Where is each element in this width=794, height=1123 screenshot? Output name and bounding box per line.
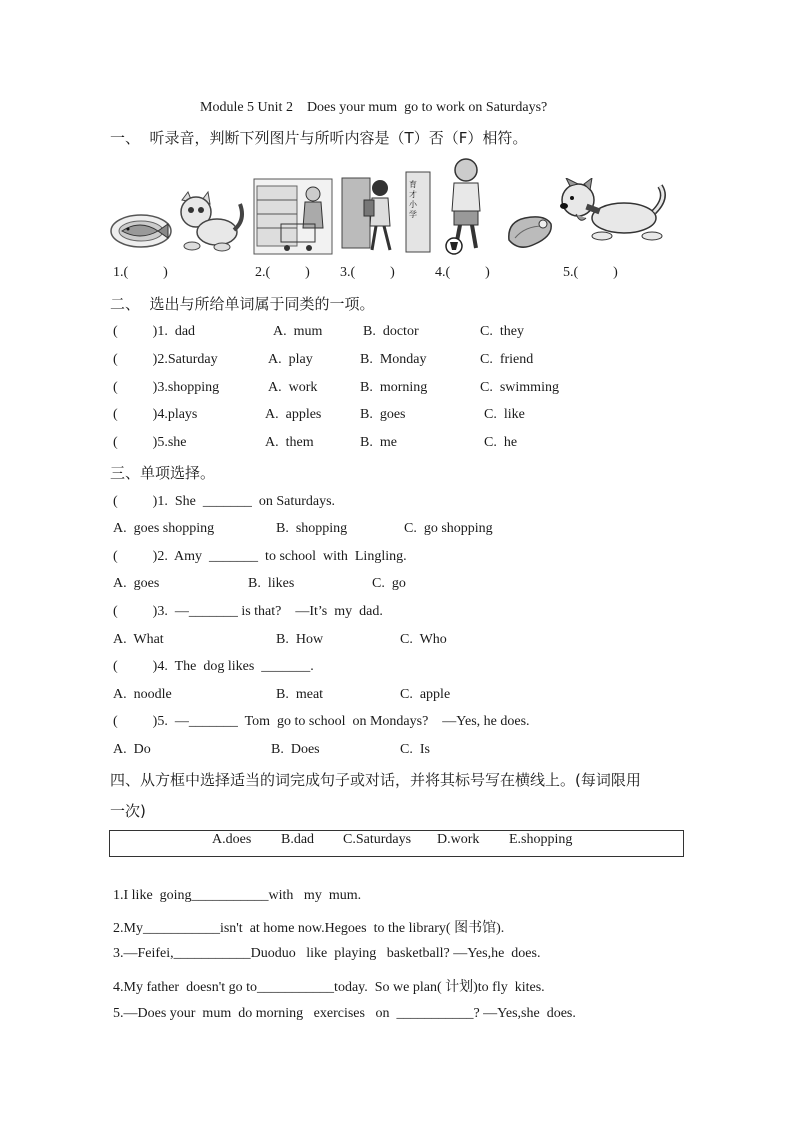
s4-sentence-5: 5.—Does your mum do morning exercises on ___________? —Yes,she does. bbox=[113, 1006, 576, 1021]
s3-q3-b: B. How bbox=[276, 632, 324, 647]
page-title: Module 5 Unit 2 Does your mum go to work on Saturdays? bbox=[200, 100, 548, 115]
s2-q4-c: C. like bbox=[484, 407, 525, 422]
s3-q5-a: A. Do bbox=[113, 742, 151, 757]
s2-q5-a: A. them bbox=[265, 435, 314, 450]
fish-plate-image bbox=[110, 205, 172, 250]
s3-q2-a: A. goes bbox=[113, 576, 160, 591]
boy-football-image bbox=[440, 156, 492, 256]
cat-image bbox=[172, 190, 247, 255]
s3-q1-a: A. goes shopping bbox=[113, 521, 215, 536]
section2-heading: 二、 选出与所给单词属于同类的一项。 bbox=[110, 295, 375, 313]
s2-q4: ( )4.plays bbox=[113, 407, 198, 422]
meat-image bbox=[505, 210, 555, 254]
section3-heading: 三、单项选择。 bbox=[110, 464, 216, 482]
answer-1: 1.( ) bbox=[113, 265, 168, 280]
s2-q4-a: A. apples bbox=[265, 407, 322, 422]
s2-q5: ( )5.she bbox=[113, 435, 187, 450]
s2-q2-b: B. Monday bbox=[360, 352, 427, 367]
s3-q2-c: C. go bbox=[372, 576, 406, 591]
s4-sentence-4: 4.My father doesn't go to___________today. So we plan( 计划)to fly kites. bbox=[113, 980, 545, 995]
supermarket-image bbox=[253, 178, 333, 255]
s2-q3-a: A. work bbox=[268, 380, 318, 395]
s3-q5-c: C. Is bbox=[400, 742, 430, 757]
word-box-b: B.dad bbox=[281, 832, 315, 847]
word-box-d: D.work bbox=[437, 832, 480, 847]
s2-q2-c: C. friend bbox=[480, 352, 534, 367]
s4-sentence-3: 3.—Feifei,___________Duoduo like playing basketball? —Yes,he does. bbox=[113, 946, 541, 961]
s3-q5: ( )5. —_______ Tom go to school on Mondays? —Yes, he does. bbox=[113, 714, 530, 729]
s2-q2-a: A. play bbox=[268, 352, 313, 367]
s3-q5-b: B. Does bbox=[271, 742, 320, 757]
s3-q3-a: A. What bbox=[113, 632, 164, 647]
s4-sentence-1: 1.I like going___________with my mum. bbox=[113, 888, 362, 903]
word-box-c: C.Saturdays bbox=[343, 832, 412, 847]
s2-q3-c: C. swimming bbox=[480, 380, 559, 395]
s2-q1: ( )1. dad bbox=[113, 324, 196, 339]
s3-q3-c: C. Who bbox=[400, 632, 447, 647]
s2-q1-c: C. they bbox=[480, 324, 524, 339]
school-sign: 育才小学 bbox=[409, 180, 417, 219]
word-box-a: A.does bbox=[212, 832, 252, 847]
s3-q4-b: B. meat bbox=[276, 687, 324, 702]
s3-q4-c: C. apple bbox=[400, 687, 451, 702]
s3-q4-a: A. noodle bbox=[113, 687, 172, 702]
answer-3: 3.( ) bbox=[340, 265, 395, 280]
section4-heading-line2: 一次) bbox=[110, 802, 146, 820]
s3-q2-b: B. likes bbox=[248, 576, 295, 591]
section1-heading: 一、 听录音，判断下列图片与所听内容是（T）否（F）相符。 bbox=[110, 129, 528, 147]
word-box-e: E.shopping bbox=[509, 832, 573, 847]
s3-q1-b: B. shopping bbox=[276, 521, 348, 536]
s3-q2: ( )2. Amy _______ to school with Lingling. bbox=[113, 549, 407, 564]
s4-sentence-2: 2.My___________isn't at home now.Hegoes to the library( 图书馆). bbox=[113, 921, 505, 936]
s3-q1: ( )1. She _______ on Saturdays. bbox=[113, 494, 336, 509]
section4-heading-line1: 四、从方框中选择适当的词完成句子或对话，并将其标号写在横线上。(每词限用 bbox=[110, 771, 641, 789]
answer-2: 2.( ) bbox=[255, 265, 310, 280]
s2-q5-c: C. he bbox=[484, 435, 518, 450]
s2-q5-b: B. me bbox=[360, 435, 397, 450]
s2-q2: ( )2.Saturday bbox=[113, 352, 218, 367]
s2-q1-a: A. mum bbox=[273, 324, 323, 339]
answer-5: 5.( ) bbox=[563, 265, 618, 280]
s2-q1-b: B. doctor bbox=[363, 324, 419, 339]
s3-q3: ( )3. —_______ is that? —It’s my dad. bbox=[113, 604, 383, 619]
s2-q3: ( )3.shopping bbox=[113, 380, 220, 395]
s2-q4-b: B. goes bbox=[360, 407, 406, 422]
answer-4: 4.( ) bbox=[435, 265, 490, 280]
s3-q4: ( )4. The dog likes _______. bbox=[113, 659, 314, 674]
s3-q1-c: C. go shopping bbox=[404, 521, 493, 536]
s2-q3-b: B. morning bbox=[360, 380, 428, 395]
dog-image bbox=[556, 178, 671, 250]
